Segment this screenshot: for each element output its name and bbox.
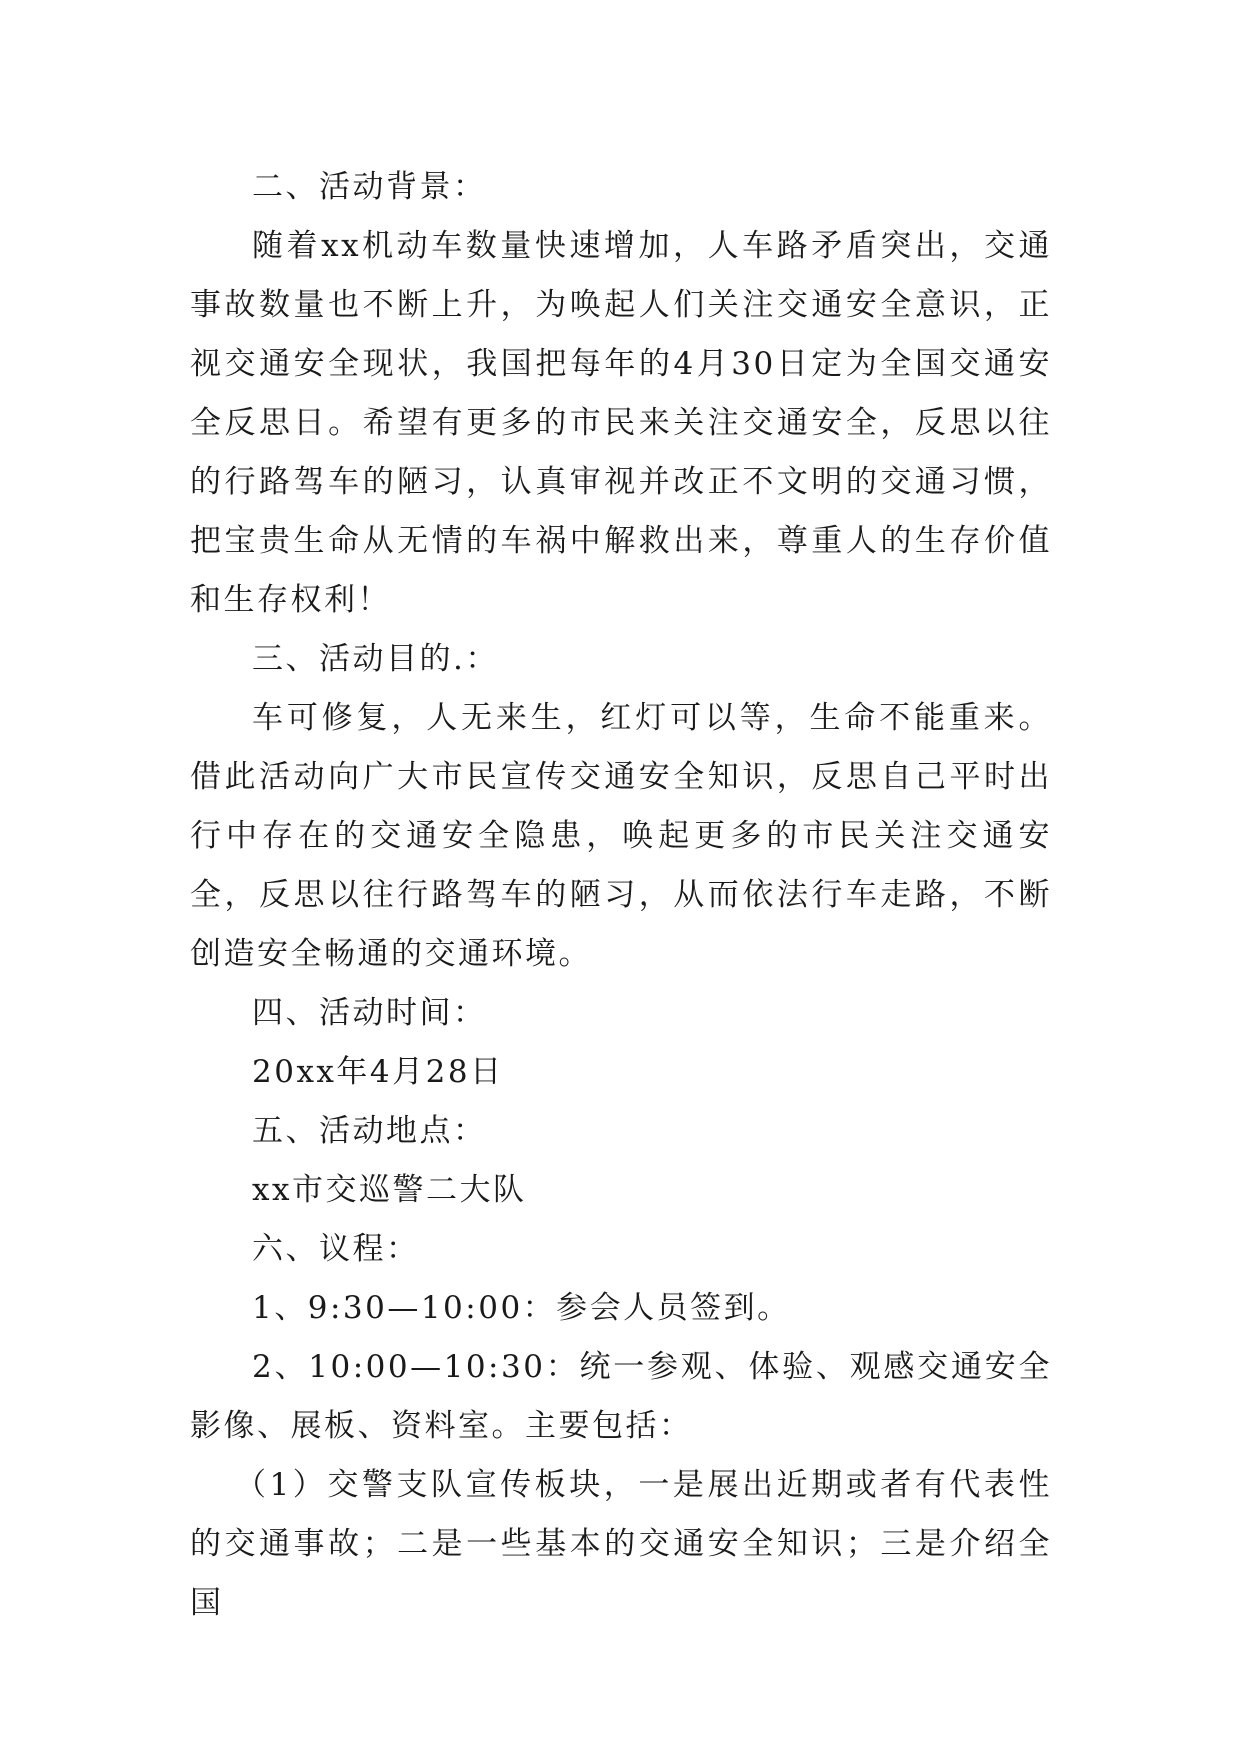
document-body — [190, 158, 1052, 1633]
section-heading-location: 五、活动地点： — [252, 1113, 487, 1149]
paragraph-time: 20xx年4月28日 — [252, 1054, 504, 1090]
section-heading-time: 四、活动时间： — [252, 995, 487, 1031]
paragraph-purpose: 车可修复，人无来生，红灯可以等，生命不能重来。借此活动向广大市民宣传交通安全知识，反思自己平时出行中存在的交通安全隐患，唤起更多的市民关注交通安全，反思以往行路驾车的陋习，从而依法行车走路，不断创造安全畅通的交通环境。 — [190, 700, 1052, 972]
agenda-item: 1、9:30—10:00：参会人员签到。 — [252, 1290, 791, 1326]
agenda-item: 2、10:00—10:30：统一参观、体验、观感交通安全影像、展板、资料室。主要包括： — [190, 1349, 1052, 1444]
section-heading-agenda: 六、议程： — [252, 1231, 420, 1267]
paragraph-background: 随着xx机动车数量快速增加，人车路矛盾突出，交通事故数量也不断上升，为唤起人们关注交通安全意识，正视交通安全现状，我国把每年的4月30日定为全国交通安全反思日。希望有更多的市民来关注交通安全，反思以往的行路驾车的陋习，认真审视并改正不文明的交通习惯，把宝贵生命从无情的车祸中解救出来，尊重人的生存价值和生存权利！ — [190, 228, 1052, 618]
section-heading-purpose: 三、活动目的.： — [252, 641, 499, 677]
section-heading-background: 二、活动背景： — [252, 169, 487, 205]
paragraph-location: xx市交巡警二大队 — [252, 1172, 527, 1208]
agenda-sub-item: （1）交警支队宣传板块，一是展出近期或者有代表性的交通事故；二是一些基本的交通安全知识；三是介绍全国 — [190, 1467, 1052, 1621]
